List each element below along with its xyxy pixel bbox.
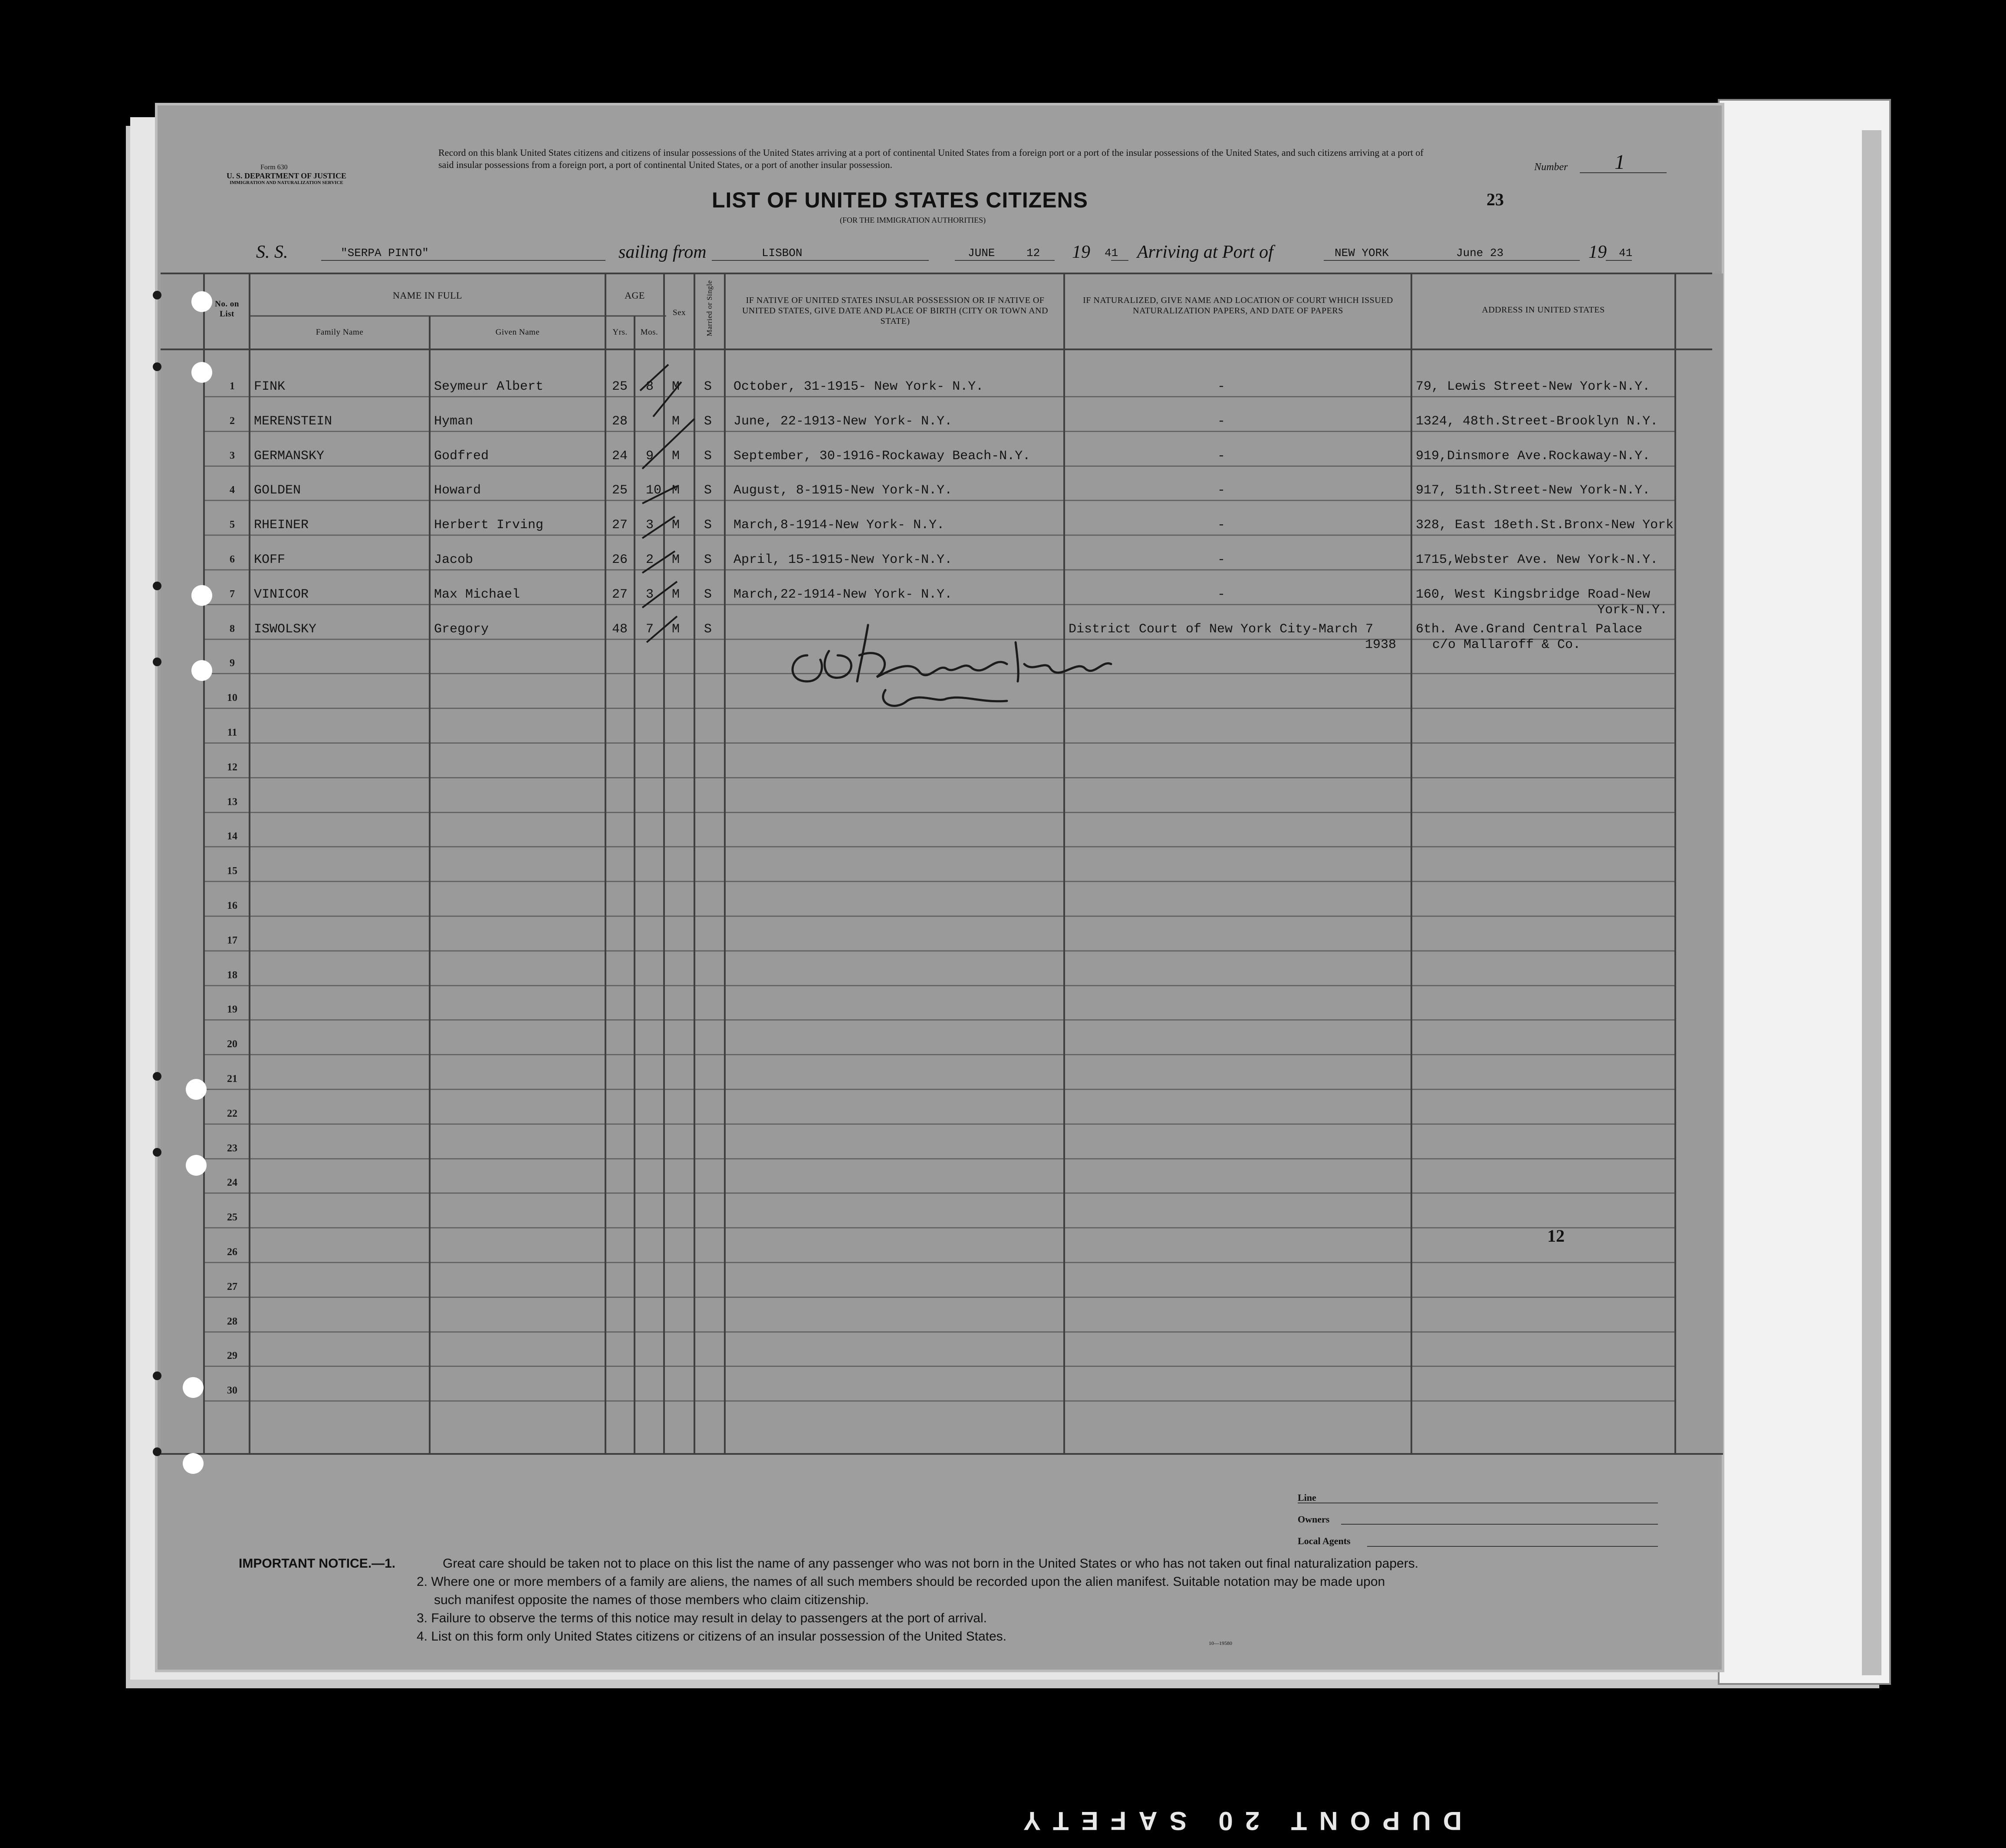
age-months: 8 xyxy=(646,379,654,394)
notice-title: IMPORTANT NOTICE.—1. xyxy=(239,1556,396,1571)
col-header-sex: Sex xyxy=(673,308,686,317)
us-address: 6th. Ave.Grand Central Palace xyxy=(1416,622,1643,637)
given-name: Godfred xyxy=(434,449,489,464)
sex: M xyxy=(672,552,680,567)
sex: M xyxy=(672,587,680,602)
row-number: 5 xyxy=(230,519,235,530)
family-name: RHEINER xyxy=(254,518,309,533)
marital-status: S xyxy=(704,552,712,567)
row-number: 24 xyxy=(227,1177,237,1188)
col-header-yrs: Yrs. xyxy=(612,328,628,337)
marital-status: S xyxy=(704,414,712,429)
family-name: GOLDEN xyxy=(254,483,301,498)
col-header-no: No. on List xyxy=(215,299,239,319)
row-number: 25 xyxy=(227,1212,237,1223)
us-address: 1715,Webster Ave. New York-N.Y. xyxy=(1416,552,1658,567)
row-number: 14 xyxy=(227,831,237,842)
age-months: 10 xyxy=(646,483,662,498)
age-years: 48 xyxy=(612,622,628,637)
row-number: 26 xyxy=(227,1246,237,1258)
birth-date-place: March,22-1914-New York- N.Y. xyxy=(733,587,953,602)
port-of-arrival: NEW YORK xyxy=(1335,247,1389,260)
col-header-family-name: Family Name xyxy=(316,328,364,337)
row-number: 2 xyxy=(230,415,235,427)
age-years: 26 xyxy=(612,552,628,567)
naturalization-court: District Court of New York City-March 7 xyxy=(1069,622,1374,637)
naturalization-court: - xyxy=(1217,552,1226,567)
age-months: 9 xyxy=(646,449,654,464)
sailing-from-label: sailing from xyxy=(618,242,707,262)
department-name: U. S. DEPARTMENT OF JUSTICE xyxy=(226,171,347,180)
notice-item-2-cont: such manifest opposite the names of those members who claim citizenship. xyxy=(434,1593,869,1607)
given-name: Howard xyxy=(434,483,481,498)
row-number: 28 xyxy=(227,1316,237,1327)
ss-label: S. S. xyxy=(256,242,288,262)
col-header-native-birthplace: IF NATIVE OF UNITED STATES INSULAR POSSESSION OR IF NATIVE OF UNITED STATES, GIVE DATE AND PLACE OF BIRTH (CITY OR TOWN AND STATE) xyxy=(742,296,1049,326)
naturalization-court: - xyxy=(1217,379,1226,394)
departure-year-prefix: 19 xyxy=(1072,242,1090,262)
notice-item-2: 2. Where one or more members of a family are aliens, the names of all such members should be recorded upon the alien manifest. Suitable notation may be made upon xyxy=(417,1575,1385,1588)
arriving-label: Arriving at Port of xyxy=(1137,242,1273,262)
sheet-stamp: 12 xyxy=(1547,1226,1565,1246)
us-address: 917, 51th.Street-New York-N.Y. xyxy=(1416,483,1651,498)
row-number: 27 xyxy=(227,1281,237,1292)
col-header-naturalization: IF NATURALIZED, GIVE NAME AND LOCATION OF COURT WHICH ISSUED NATURALIZATION PAPERS, AND DATE OF PAPERS xyxy=(1083,296,1393,316)
age-months: 2 xyxy=(646,552,654,567)
arrival-date: June 23 xyxy=(1456,247,1504,260)
marital-status: S xyxy=(704,483,712,498)
naturalization-court: - xyxy=(1217,518,1226,533)
form-instructions: Record on this blank United States citizens and citizens of insular possessions of the United States arriving at a port of continental United States from a foreign port or a port of the insular possessions of the United States, and such citizens arriving at a port of said insular possessions from a foreign port, a port of continental United States, or a port of another insular possession. xyxy=(438,147,1424,171)
departure-year: 41 xyxy=(1105,247,1118,260)
birth-date-place: March,8-1914-New York- N.Y. xyxy=(733,518,945,533)
sex: M xyxy=(672,379,680,394)
departure-month: JUNE xyxy=(968,247,995,260)
birth-date-place: August, 8-1915-New York-N.Y. xyxy=(733,483,953,498)
us-address: 79, Lewis Street-New York-N.Y. xyxy=(1416,379,1651,394)
age-years: 28 xyxy=(612,414,628,429)
given-name: Herbert Irving xyxy=(434,518,544,533)
sex: M xyxy=(672,518,680,533)
col-header-name-in-full: NAME IN FULL xyxy=(393,290,462,301)
age-years: 24 xyxy=(612,449,628,464)
family-name: VINICOR xyxy=(254,587,309,602)
inspector-signature xyxy=(781,616,1120,720)
row-number: 20 xyxy=(227,1039,237,1050)
departure-day: 12 xyxy=(1026,247,1040,260)
marital-status: S xyxy=(704,622,712,637)
family-name: FINK xyxy=(254,379,286,394)
form-subtitle: (FOR THE IMMIGRATION AUTHORITIES) xyxy=(840,216,986,224)
naturalization-court: - xyxy=(1217,414,1226,429)
row-number: 23 xyxy=(227,1143,237,1154)
sex: M xyxy=(672,449,680,464)
col-header-age: AGE xyxy=(625,290,645,301)
age-years: 27 xyxy=(612,587,628,602)
row-number: 7 xyxy=(230,589,235,600)
port-of-departure: LISBON xyxy=(762,247,802,260)
row-number: 11 xyxy=(227,727,237,738)
row-number: 1 xyxy=(230,381,235,392)
line-label: Line xyxy=(1298,1492,1316,1503)
sex: M xyxy=(672,414,680,429)
sex: M xyxy=(672,483,680,498)
marital-status: S xyxy=(704,449,712,464)
form-title: LIST OF UNITED STATES CITIZENS xyxy=(712,188,1089,212)
row-number: 9 xyxy=(230,658,235,669)
age-months: 3 xyxy=(646,587,654,602)
row-number: 29 xyxy=(227,1350,237,1361)
row-number: 19 xyxy=(227,1004,237,1015)
us-address-line-2: c/o Mallaroff & Co. xyxy=(1432,638,1581,652)
naturalization-court: - xyxy=(1217,587,1226,602)
notice-item-4: 4. List on this form only United States citizens or citizens of an insular possession of the United States. xyxy=(417,1629,1007,1644)
page-stamp: 23 xyxy=(1486,190,1504,209)
number-label: Number xyxy=(1534,161,1568,173)
age-years: 25 xyxy=(612,483,628,498)
family-name: MERENSTEIN xyxy=(254,414,332,429)
naturalization-year: 1938 xyxy=(1365,638,1397,652)
arrival-year-prefix: 19 xyxy=(1588,242,1607,262)
form-number: Form 630 xyxy=(260,164,288,171)
marital-status: S xyxy=(704,587,712,602)
given-name: Gregory xyxy=(434,622,489,637)
sex: M xyxy=(672,622,680,637)
row-number: 12 xyxy=(227,762,237,773)
col-header-mos: Mos. xyxy=(640,328,658,337)
age-years: 27 xyxy=(612,518,628,533)
row-number: 17 xyxy=(227,935,237,946)
list-number: 1 xyxy=(1615,151,1625,174)
birth-date-place: September, 30-1916-Rockaway Beach-N.Y. xyxy=(733,449,1031,464)
notice-item-3: 3. Failure to observe the terms of this notice may result in delay to passengers at the port of arrival. xyxy=(417,1611,987,1625)
us-address: 160, West Kingsbridge Road-New xyxy=(1416,587,1651,602)
notice-item-1: Great care should be taken not to place on this list the name of any passenger who was not born in the United States or who has not taken out final naturalization papers. xyxy=(443,1557,1419,1570)
age-years: 25 xyxy=(612,379,628,394)
arrival-year: 41 xyxy=(1619,247,1633,260)
film-edge-print: DUPONT 20 SAFETY xyxy=(1011,1806,1462,1835)
birth-date-place: April, 15-1915-New York-N.Y. xyxy=(733,552,953,567)
service-name: IMMIGRATION AND NATURALIZATION SERVICE xyxy=(230,180,343,185)
row-number: 8 xyxy=(230,623,235,635)
ship-name: "SERPA PINTO" xyxy=(341,247,429,260)
row-number: 6 xyxy=(230,554,235,565)
row-number: 10 xyxy=(227,692,237,704)
col-header-address: ADDRESS IN UNITED STATES xyxy=(1482,305,1605,315)
family-name: KOFF xyxy=(254,552,286,567)
naturalization-court: - xyxy=(1217,483,1226,498)
row-number: 15 xyxy=(227,865,237,877)
row-number: 3 xyxy=(230,450,235,461)
marital-status: S xyxy=(704,379,712,394)
age-months: 7 xyxy=(646,622,654,637)
us-address: 328, East 18eth.St.Bronx-New York xyxy=(1416,518,1674,533)
row-number: 30 xyxy=(227,1385,237,1396)
row-number: 21 xyxy=(227,1073,237,1085)
row-number: 4 xyxy=(230,484,235,496)
us-address: 1324, 48th.Street-Brooklyn N.Y. xyxy=(1416,414,1658,429)
row-number: 18 xyxy=(227,970,237,981)
family-name: GERMANSKY xyxy=(254,449,325,464)
print-code: 10—19580 xyxy=(1209,1640,1232,1646)
us-address: 919,Dinsmore Ave.Rockaway-N.Y. xyxy=(1416,449,1651,464)
given-name: Seymeur Albert xyxy=(434,379,544,394)
given-name: Hyman xyxy=(434,414,474,429)
birth-date-place: October, 31-1915- New York- N.Y. xyxy=(733,379,984,394)
given-name: Max Michael xyxy=(434,587,520,602)
naturalization-court: - xyxy=(1217,449,1226,464)
row-number: 13 xyxy=(227,796,237,808)
us-address-line-2: York-N.Y. xyxy=(1597,603,1668,618)
col-header-married-or-single: Married or Single xyxy=(705,280,714,336)
row-number: 16 xyxy=(227,900,237,911)
given-name: Jacob xyxy=(434,552,474,567)
age-months: 3 xyxy=(646,518,654,533)
col-header-given-name: Given Name xyxy=(495,328,540,337)
birth-date-place: June, 22-1913-New York- N.Y. xyxy=(733,414,953,429)
family-name: ISWOLSKY xyxy=(254,622,317,637)
marital-status: S xyxy=(704,518,712,533)
local-agents-label: Local Agents xyxy=(1298,1536,1351,1546)
row-number: 22 xyxy=(227,1108,237,1119)
owners-label: Owners xyxy=(1298,1514,1330,1525)
